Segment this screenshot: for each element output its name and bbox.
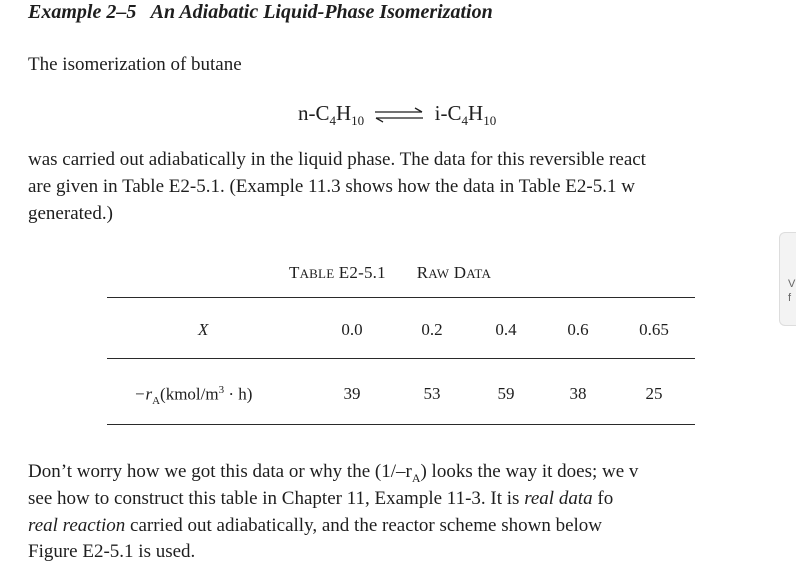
paragraph2-line2	[28, 488, 613, 510]
paragraph2-line1-sub: A	[411, 470, 421, 485]
paragraph1-line3: generated.)	[28, 203, 113, 224]
reactant-text: n-C	[298, 101, 330, 125]
product-h: H	[468, 101, 484, 125]
paragraph2-line3-b: carried out adiabatically, and the reactor scheme shown below	[125, 515, 603, 536]
side-tab-line1: V	[788, 278, 796, 290]
paragraph2-line3	[28, 515, 602, 537]
reactant-subscript-c: 4	[329, 113, 336, 129]
rate-label-sub: A	[152, 395, 161, 408]
table-rate-label	[134, 384, 252, 407]
example-title	[28, 1, 493, 24]
example-heading: An Adiabatic Liquid-Phase Isomerization	[150, 1, 493, 23]
rate-label-end: · h)	[224, 384, 253, 404]
paragraph2-line2-em: real data	[524, 488, 593, 509]
table-rate-value: 53	[423, 384, 441, 403]
caption-label-first: T	[289, 263, 300, 282]
paragraph1-line1: was carried out adiabatically in the liquid phase. The data for this reversible react	[28, 149, 646, 170]
table-x-value: 0.4	[495, 320, 517, 339]
product-subscript-c: 4	[461, 113, 469, 129]
table-rate-value: 39	[343, 384, 361, 403]
table-mid-rule	[107, 358, 695, 359]
rate-label-units: (kmol/m	[160, 384, 219, 404]
side-tab[interactable]	[779, 232, 796, 326]
product-subscript-h: 10	[483, 113, 497, 129]
reactant-h: H	[336, 101, 352, 125]
caption-title2-first: D	[453, 263, 467, 282]
table-top-rule	[107, 297, 695, 298]
example-number: Example 2–5	[28, 1, 137, 23]
product-text: i-C	[434, 101, 462, 125]
equilibrium-arrows-icon	[373, 107, 425, 123]
paragraph2-line2-a: see how to construct this table in Chapter 11, Example 11-3. It is	[28, 488, 525, 509]
reaction-equation	[298, 101, 496, 129]
table-rate-value: 59	[497, 384, 515, 403]
caption-number: E2-5.1	[338, 263, 386, 282]
table-rate-value: 25	[645, 384, 663, 403]
table-rate-value: 38	[569, 384, 587, 403]
caption-title1-first: R	[416, 263, 429, 282]
paragraph2-line4: Figure E2-5.1 is used.	[28, 541, 196, 562]
side-tab-line2: f	[788, 292, 792, 304]
table-x-value: 0.0	[341, 320, 363, 339]
paragraph2-line1-a: Don’t worry how we got this data or why the (1/–r	[28, 461, 412, 482]
paragraph2-line2-b: fo	[592, 488, 614, 509]
paragraph1-line2: are given in Table E2-5.1. (Example 11.3 shows how the data in Table E2-5.1 w	[28, 176, 635, 197]
table-x-value: 0.6	[567, 320, 589, 339]
rate-label-sup: 3	[218, 384, 225, 396]
paragraph2-line1-b: ) looks the way it does; we v	[420, 461, 639, 482]
reactant-subscript-h: 10	[351, 113, 365, 129]
paragraph2-line1	[28, 461, 638, 486]
caption-title2-rest: ATA	[466, 266, 492, 281]
paragraph2-line3-em: real reaction	[28, 515, 126, 536]
table-bottom-rule	[107, 424, 695, 425]
table-x-value: 0.2	[421, 320, 443, 339]
rate-label-prefix: −r	[134, 384, 153, 404]
table-x-value: 0.65	[639, 320, 669, 339]
caption-title1-rest: AW	[428, 266, 450, 281]
intro-text: The isomerization of butane	[28, 54, 242, 75]
table-x-label: X	[198, 320, 209, 339]
table-caption	[289, 263, 491, 283]
caption-label-rest: ABLE	[299, 266, 335, 281]
